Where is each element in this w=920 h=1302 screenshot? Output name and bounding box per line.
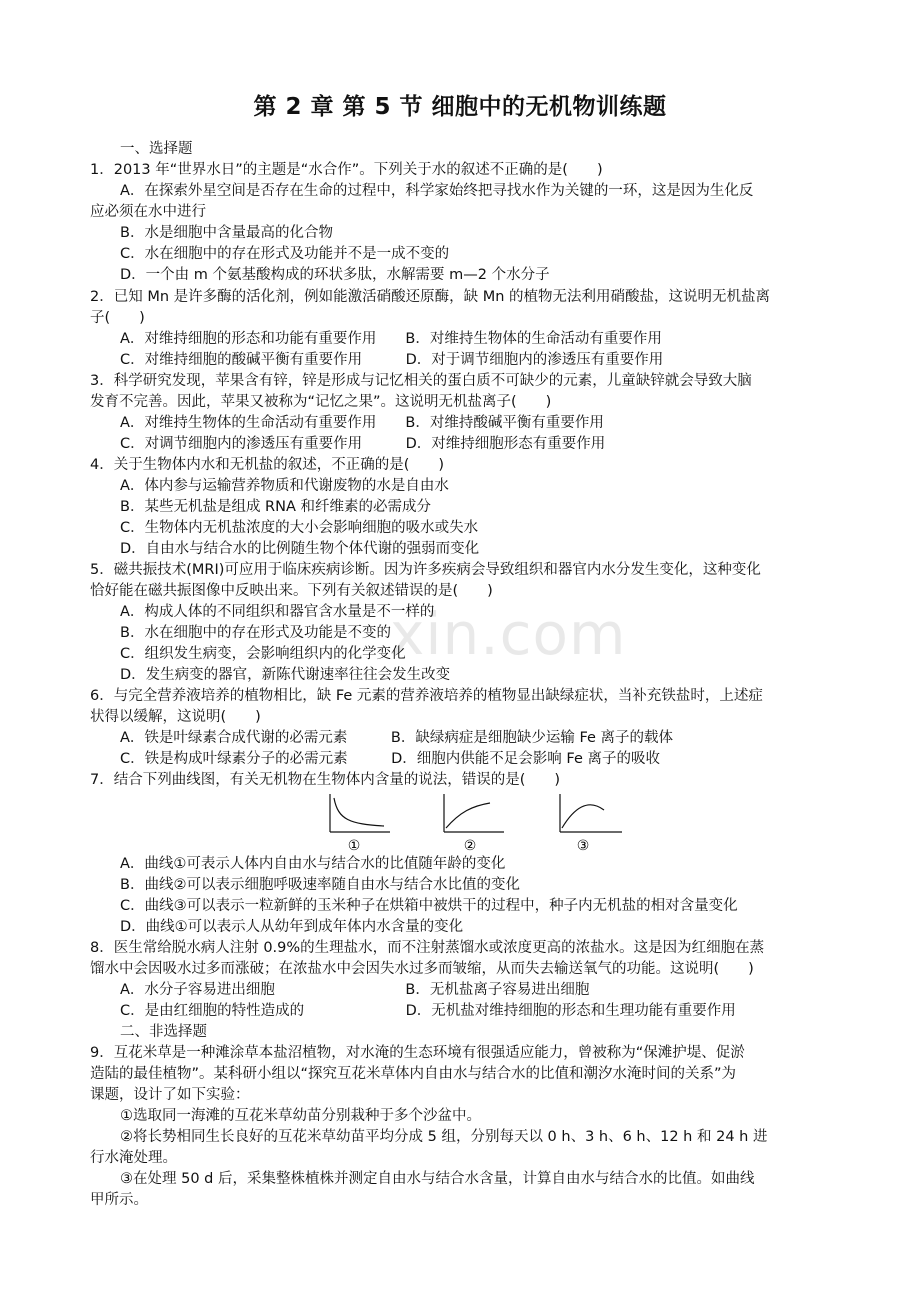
text-line: A．水分子容易进出细胞 B．无机盐离子容易进出细胞 — [120, 982, 590, 998]
page-title: 第 2 章 第 5 节 细胞中的无机物训练题 — [253, 94, 667, 120]
curve-graphs — [320, 790, 630, 852]
text-line: 3．科学研究发现，苹果含有锌，锌是形成与记忆相关的蛋白质不可缺少的元素，儿童缺锌就会导致大脑 — [90, 373, 752, 389]
text-line: 恰好能在磁共振图像中反映出来。下列有关叙述错误的是( ) — [90, 583, 493, 599]
text-line: 一、选择题 — [120, 141, 193, 157]
text-line: 9．互花米草是一种滩涂草本盐沼植物，对水淹的生态环境有很强适应能力，曾被称为“保滩护堤、促淤 — [90, 1045, 745, 1061]
text-line: 甲所示。 — [90, 1192, 148, 1208]
text-line: 行水淹处理。 — [90, 1150, 177, 1166]
text-line: 馏水中会因吸水过多而涨破；在浓盐水中会因失水过多而皱缩，从而失去输送氧气的功能。这说明( ) — [90, 961, 754, 977]
text-line: A．在探索外星空间是否存在生命的过程中，科学家始终把寻找水作为关键的一环，这是因为生化反 — [120, 183, 754, 199]
text-line: ③在处理 50 d 后，采集整株植株并测定自由水与结合水含量，计算自由水与结合水的比值。如曲线 — [120, 1171, 755, 1187]
text-line: 造陆的最佳植物”。某科研小组以“探究互花米草体内自由水与结合水的比值和潮汐水淹时间的关系”为 — [90, 1066, 737, 1082]
text-line: 8．医生常给脱水病人注射 0.9%的生理盐水，而不注射蒸馏水或浓度更高的浓盐水。这是因为红细胞在蒸 — [90, 940, 765, 956]
text-line: 7．结合下列曲线图，有关无机物在生物体内含量的说法，错误的是( ) — [90, 772, 561, 788]
text-line: 2．已知 Mn 是许多酶的活化剂，例如能激活硝酸还原酶，缺 Mn 的植物无法利用硝酸盐，这说明无机盐离 — [90, 289, 771, 305]
text-line: C．水在细胞中的存在形式及功能并不是一成不变的 — [120, 246, 450, 262]
text-line: C．曲线③可以表示一粒新鲜的玉米种子在烘箱中被烘干的过程中，种子内无机盐的相对含量变化 — [120, 898, 738, 914]
text-line: 4．关于生物体内水和无机盐的叙述，不正确的是( ) — [90, 457, 445, 473]
text-line: 6．与完全营养液培养的植物相比，缺 Fe 元素的营养液培养的植物显出缺绿症状，当补充铁盐时，上述症 — [90, 688, 763, 704]
text-line: B．水在细胞中的存在形式及功能是不变的 — [120, 625, 391, 641]
text-line: D．自由水与结合水的比例随生物个体代谢的强弱而变化 — [120, 541, 480, 557]
curve-graph-2 — [444, 794, 504, 852]
graph-label-3: ③ — [576, 838, 590, 852]
graph-label-2: ② — [463, 838, 477, 852]
text-line: A．对维持细胞的形态和功能有重要作用 B．对维持生物体的生命活动有重要作用 — [120, 331, 662, 347]
text-line: C．生物体内无机盐浓度的大小会影响细胞的吸水或失水 — [120, 520, 479, 536]
text-line: 应必须在水中进行 — [90, 204, 206, 220]
watermark: xin.com — [390, 600, 627, 668]
text-line: D．发生病变的器官，新陈代谢速率往往会发生改变 — [120, 667, 451, 683]
graph-label-1: ① — [347, 838, 361, 852]
text-line: B．曲线②可以表示细胞呼吸速率随自由水与结合水比值的变化 — [120, 877, 520, 893]
text-line: A．构成人体的不同组织和器官含水量是不一样的 — [120, 604, 435, 620]
text-line: 子( ) — [90, 310, 145, 326]
text-line: D．曲线①可以表示人从幼年到成年体内水含量的变化 — [120, 919, 464, 935]
text-line: C．对维持细胞的酸碱平衡有重要作用 D．对于调节细胞内的渗透压有重要作用 — [120, 352, 664, 368]
text-line: B．某些无机盐是组成 RNA 和纤维素的必需成分 — [120, 499, 432, 515]
text-line: C．是由红细胞的特性造成的 D．无机盐对维持细胞的形态和生理功能有重要作用 — [120, 1003, 736, 1019]
text-line: 课题，设计了如下实验： — [90, 1087, 250, 1103]
text-line: A．铁是叶绿素合成代谢的必需元素 B．缺绿病症是细胞缺少运输 Fe 离子的载体 — [120, 730, 674, 746]
text-line: ①选取同一海滩的互花米草幼苗分别栽种于多个沙盆中。 — [120, 1108, 481, 1124]
text-line: C．铁是构成叶绿素分子的必需元素 D．细胞内供能不足会影响 Fe 离子的吸收 — [120, 751, 660, 767]
text-line: A．曲线①可表示人体内自由水与结合水的比值随年龄的变化 — [120, 856, 506, 872]
text-line: A．体内参与运输营养物质和代谢废物的水是自由水 — [120, 478, 449, 494]
text-line: 5．磁共振技术(MRI)可应用于临床疾病诊断。因为许多疾病会导致组织和器官内水分发生变化，这种变化 — [90, 562, 761, 578]
text-line: C．对调节细胞内的渗透压有重要作用 D．对维持细胞形态有重要作用 — [120, 436, 606, 452]
text-line: C．组织发生病变，会影响组织内的化学变化 — [120, 646, 406, 662]
text-line: A．对维持生物体的生命活动有重要作用 B．对维持酸碱平衡有重要作用 — [120, 415, 604, 431]
text-line: 1．2013 年“世界水日”的主题是“水合作”。下列关于水的叙述不正确的是( ) — [90, 162, 603, 178]
text-line: D．一个由 m 个氨基酸构成的环状多肽，水解需要 m—2 个水分子 — [120, 267, 550, 283]
curve-graph-1 — [330, 794, 390, 852]
text-line: ②将长势相同生长良好的互花米草幼苗平均分成 5 组，分别每天以 0 h、3 h、6 h、12 h 和 24 h 进 — [120, 1129, 768, 1145]
text-line: 发育不完善。因此，苹果又被称为“记忆之果”。这说明无机盐离子( ) — [90, 394, 552, 410]
curve-graph-3 — [560, 794, 622, 852]
text-line: 二、非选择题 — [120, 1024, 207, 1040]
text-line: B．水是细胞中含量最高的化合物 — [120, 225, 333, 241]
text-line: 状得以缓解，这说明( ) — [90, 709, 261, 725]
